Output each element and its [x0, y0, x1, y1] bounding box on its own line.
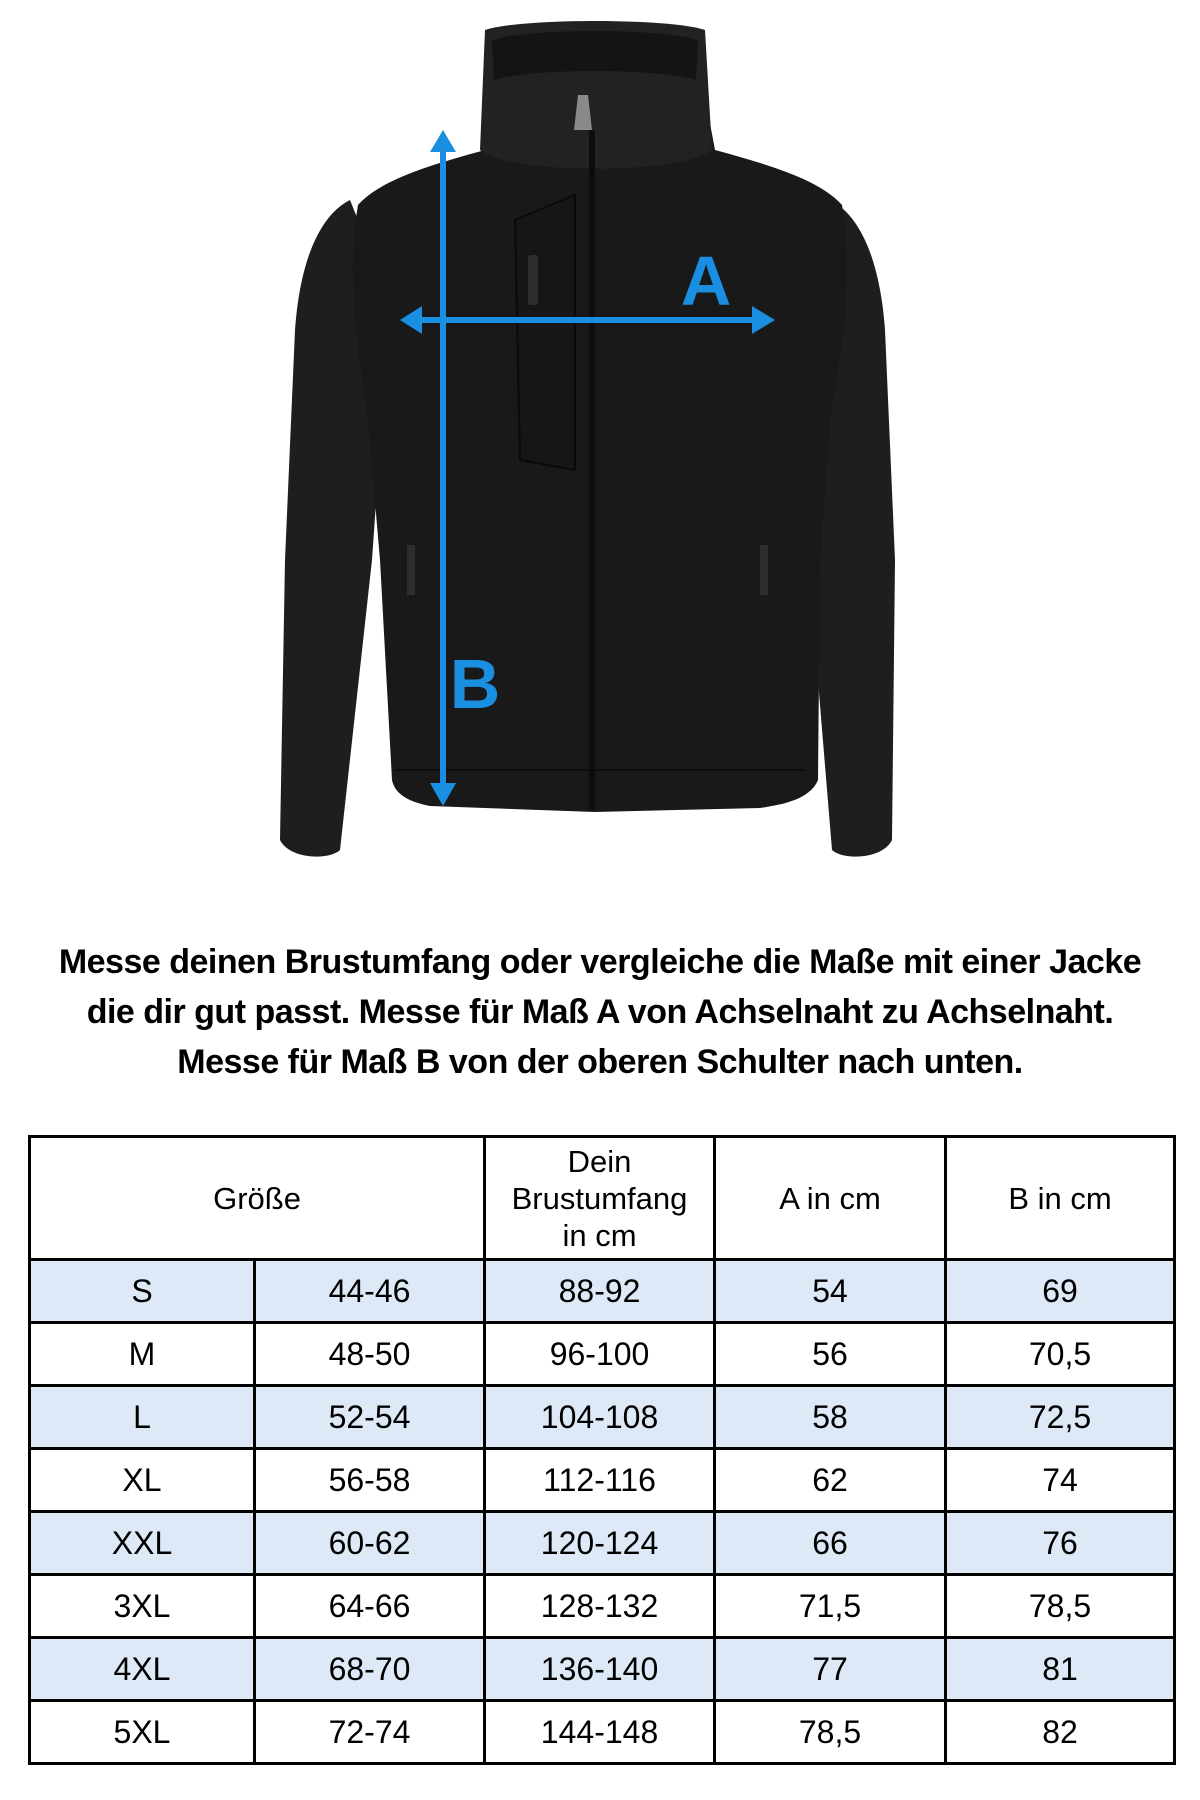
cell-b: 81 — [946, 1638, 1175, 1701]
jacket-measurement-illustration — [0, 0, 1200, 880]
measurement-instructions: Messe deinen Brustumfang oder vergleiche die Maße mit einer Jacke die dir gut passt. Messe für Maß A von Achselnaht zu Achselnaht. Messe für Maß B von der oberen Schulter nach unten. — [58, 943, 1142, 1081]
center-zipper — [589, 130, 595, 810]
cell-eu: 60-62 — [255, 1512, 485, 1575]
table-row — [30, 1638, 1175, 1701]
table-row — [30, 1512, 1175, 1575]
cell-a: 54 — [715, 1260, 946, 1323]
jacket-image — [0, 0, 1200, 880]
cell-a: 58 — [715, 1386, 946, 1449]
cell-a: 77 — [715, 1638, 946, 1701]
size-chart-table — [28, 1135, 1176, 1765]
cell-b: 78,5 — [946, 1575, 1175, 1638]
cell-b: 82 — [946, 1701, 1175, 1764]
cell-chest: 88-92 — [485, 1260, 715, 1323]
cell-size: S — [30, 1260, 255, 1323]
table-row — [30, 1386, 1175, 1449]
table-row — [30, 1449, 1175, 1512]
cell-eu: 56-58 — [255, 1449, 485, 1512]
cell-size: 4XL — [30, 1638, 255, 1701]
cell-chest: 144-148 — [485, 1701, 715, 1764]
cell-size: M — [30, 1323, 255, 1386]
cell-a: 66 — [715, 1512, 946, 1575]
cell-chest: 136-140 — [485, 1638, 715, 1701]
right-pocket-zip — [760, 545, 768, 595]
cell-chest: 112-116 — [485, 1449, 715, 1512]
table-header-row — [30, 1137, 1175, 1260]
table-row — [30, 1575, 1175, 1638]
cell-eu: 52-54 — [255, 1386, 485, 1449]
cell-b: 76 — [946, 1512, 1175, 1575]
cell-chest: 128-132 — [485, 1575, 715, 1638]
header-a: A in cm — [715, 1137, 946, 1260]
header-b: B in cm — [946, 1137, 1175, 1260]
label-b: B — [449, 645, 501, 723]
table-row — [30, 1701, 1175, 1764]
left-pocket-zip — [407, 545, 415, 595]
header-size: Größe — [30, 1137, 485, 1260]
cell-size: L — [30, 1386, 255, 1449]
cell-chest: 104-108 — [485, 1386, 715, 1449]
cell-size: XL — [30, 1449, 255, 1512]
cell-eu: 64-66 — [255, 1575, 485, 1638]
cell-size: XXL — [30, 1512, 255, 1575]
jacket-body — [353, 70, 847, 812]
table-row — [30, 1260, 1175, 1323]
cell-a: 56 — [715, 1323, 946, 1386]
cell-a: 62 — [715, 1449, 946, 1512]
cell-eu: 48-50 — [255, 1323, 485, 1386]
cell-a: 71,5 — [715, 1575, 946, 1638]
cell-b: 72,5 — [946, 1386, 1175, 1449]
chest-pocket — [515, 195, 575, 470]
header-chest: Dein Brustumfang in cm — [485, 1137, 715, 1260]
cell-b: 70,5 — [946, 1323, 1175, 1386]
cell-b: 74 — [946, 1449, 1175, 1512]
cell-eu: 72-74 — [255, 1701, 485, 1764]
cell-chest: 120-124 — [485, 1512, 715, 1575]
cell-chest: 96-100 — [485, 1323, 715, 1386]
cell-eu: 44-46 — [255, 1260, 485, 1323]
cell-b: 69 — [946, 1260, 1175, 1323]
cell-size: 5XL — [30, 1701, 255, 1764]
cell-size: 3XL — [30, 1575, 255, 1638]
cell-eu: 68-70 — [255, 1638, 485, 1701]
table-row — [30, 1323, 1175, 1386]
cell-a: 78,5 — [715, 1701, 946, 1764]
label-a: A — [680, 242, 732, 320]
